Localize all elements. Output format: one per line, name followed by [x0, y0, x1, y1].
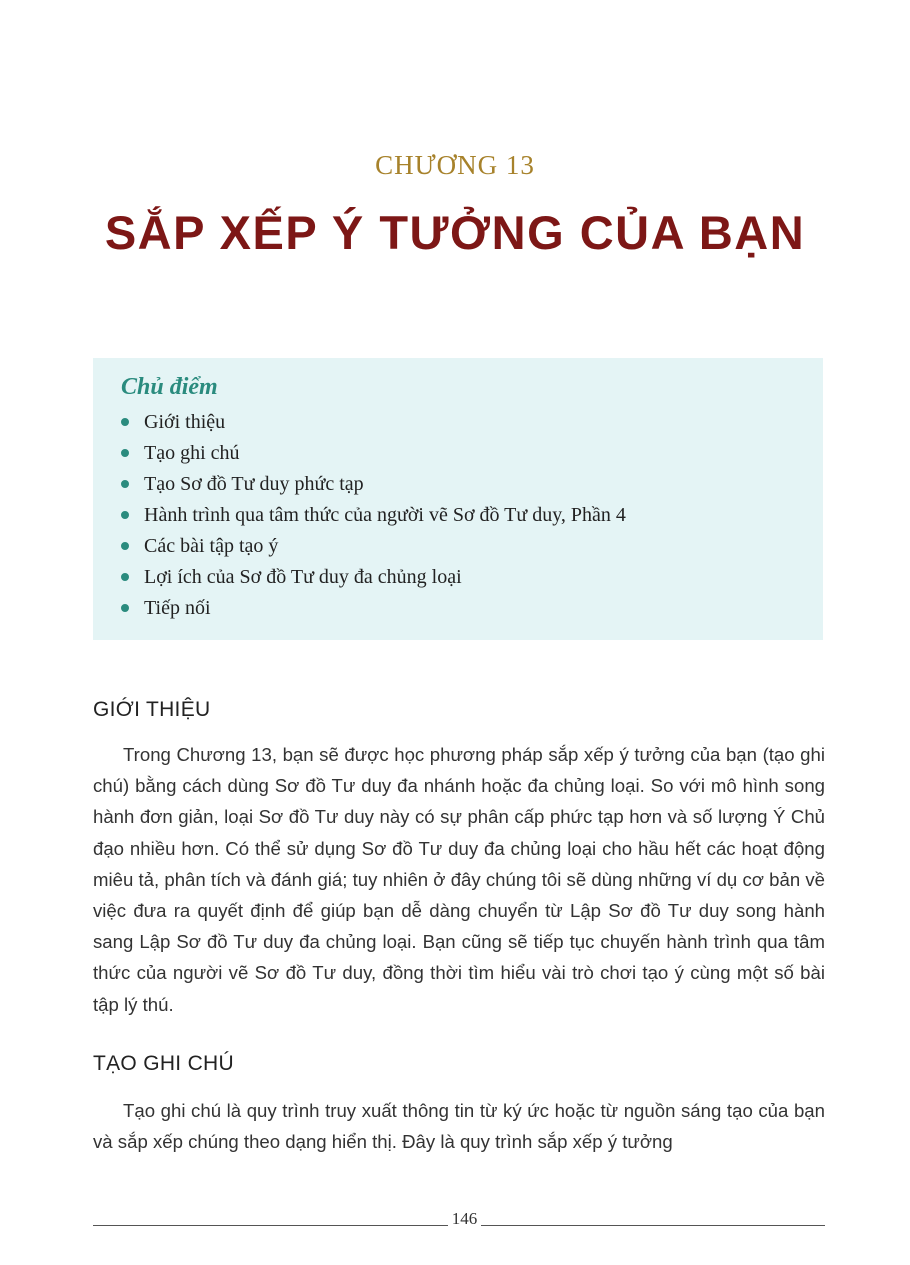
highlights-list: [121, 407, 795, 624]
highlights-item: [121, 562, 795, 593]
highlights-item: [121, 593, 795, 624]
highlights-item: [121, 438, 795, 469]
highlights-box: [93, 358, 823, 640]
section-heading-intro: GIỚI THIỆU: [93, 698, 211, 721]
highlights-item-label: Tạo Sơ đồ Tư duy phức tạp: [144, 473, 364, 495]
section-heading-notes: TẠO GHI CHÚ: [93, 1052, 234, 1075]
highlights-item: [121, 407, 795, 438]
bullet-icon: [121, 418, 129, 426]
highlights-heading: Chủ điểm: [121, 374, 218, 400]
page-footer: [93, 1206, 825, 1236]
highlights-item-label: Lợi ích của Sơ đồ Tư duy đa chủng loại: [144, 566, 462, 588]
highlights-item: [121, 531, 795, 562]
highlights-item-label: Hành trình qua tâm thức của người vẽ Sơ đồ Tư duy, Phần 4: [144, 504, 626, 526]
chapter-title: SẮP XẾP Ý TƯỞNG CỦA BẠN: [104, 206, 806, 259]
highlights-item: [121, 469, 795, 500]
bullet-icon: [121, 573, 129, 581]
highlights-item-label: Các bài tập tạo ý: [144, 535, 279, 557]
bullet-icon: [121, 449, 129, 457]
footer-rule-right: [481, 1225, 825, 1226]
intro-paragraph: Trong Chương 13, bạn sẽ được học phương pháp sắp xếp ý tưởng của bạn (tạo ghi chú) bằng cách dùng Sơ đồ Tư duy đa nhánh hoặc đa chủng loại. So với mô hình song hành đơn giản, loại Sơ đồ Tư duy này có sự phân cấp phức tạp hơn và số lượng Ý Chủ đạo nhiều hơn. Có thể sử dụng Sơ đồ Tư duy đa chủng loại cho hầu hết các hoạt động miêu tả, phân tích và đánh giá; tuy nhiên ở đây chúng tôi sẽ dùng những ví dụ cơ bản về việc đưa ra quyết định để giúp bạn dễ dàng chuyển từ Lập Sơ đồ Tư duy song hành sang Lập Sơ đồ Tư duy đa chủng loại. Bạn cũng sẽ tiếp tục chuyến hành trình qua tâm thức của người vẽ Sơ đồ Tư duy, đồng thời tìm hiểu vài trò chơi tạo ý cùng một số bài tập lý thú.: [93, 744, 825, 1015]
page-number: 146: [451, 1209, 478, 1228]
highlights-item-label: Tạo ghi chú: [144, 442, 240, 464]
highlights-item: [121, 500, 795, 531]
chapter-label: CHƯƠNG 13: [375, 150, 535, 180]
highlights-item-label: Giới thiệu: [144, 411, 226, 433]
bullet-icon: [121, 511, 129, 519]
footer-rule-left: [93, 1225, 448, 1226]
highlights-item-label: Tiếp nối: [144, 597, 211, 619]
notes-paragraph: Tạo ghi chú là quy trình truy xuất thông tin từ ký ức hoặc từ nguồn sáng tạo của bạn và sắp xếp chúng theo dạng hiển thị. Đây là quy trình sắp xếp ý tưởng: [93, 1100, 825, 1153]
bullet-icon: [121, 480, 129, 488]
bullet-icon: [121, 604, 129, 612]
bullet-icon: [121, 542, 129, 550]
